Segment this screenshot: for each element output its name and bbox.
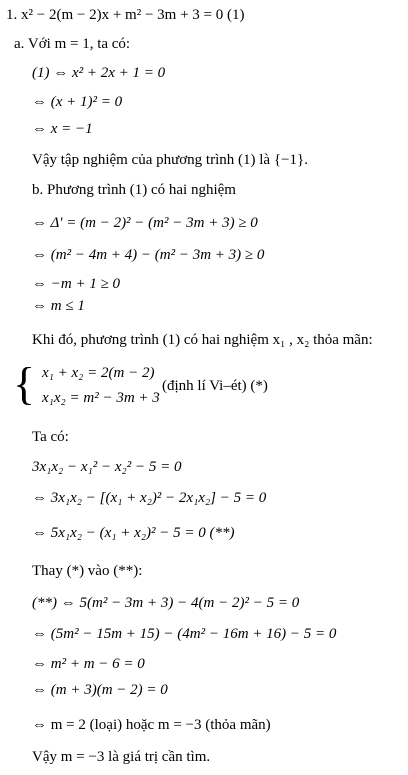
math-line: ⇔ (5m² − 15m + 15) − (4m² − 16m + 16) − 5 = 0 bbox=[32, 626, 337, 642]
vieta-sum-equation: x₁ + x₂ = 2(m − 2) bbox=[42, 365, 155, 381]
substitution-label: Thay (*) vào (**): bbox=[32, 563, 143, 579]
math-line: ⇔ m² + m − 6 = 0 bbox=[32, 656, 145, 672]
problem-equation: 1. x² − 2(m − 2)x + m² − 3m + 3 = 0 (1) bbox=[6, 7, 245, 23]
vieta-product-equation: x₁x₂ = m² − 3m + 3 bbox=[42, 390, 160, 406]
math-line: ⇔ x = −1 bbox=[32, 121, 93, 137]
math-line: 3x₁x₂ − x₁² − x₂² − 5 = 0 bbox=[32, 459, 182, 475]
ta-co-label: Ta có: bbox=[32, 429, 69, 445]
math-line: ⇔ (x + 1)² = 0 bbox=[32, 94, 123, 110]
math-line: ⇔ Δ' = (m − 2)² − (m² − 3m + 3) ≥ 0 bbox=[32, 215, 258, 231]
math-line: ⇔ (m + 3)(m − 2) = 0 bbox=[32, 682, 168, 698]
math-line: (**) ⇔ 5(m² − 3m + 3) − 4(m − 2)² − 5 = 0 bbox=[32, 595, 300, 611]
part-b-heading: b. Phương trình (1) có hai nghiệm bbox=[32, 182, 236, 198]
final-conclusion: Vậy m = −3 là giá trị cần tìm. bbox=[32, 749, 211, 765]
part-a-conclusion: Vậy tập nghiệm của phương trình (1) là {−1}. bbox=[32, 152, 308, 168]
math-line: ⇔ 3x₁x₂ − [(x₁ + x₂)² − 2x₁x₂] − 5 = 0 bbox=[32, 490, 267, 506]
solution-result: ⇔ m = 2 (loại) hoặc m = −3 (thỏa mãn) bbox=[32, 717, 271, 733]
math-line: ⇔ (m² − 4m + 4) − (m² − 3m + 3) ≥ 0 bbox=[32, 247, 265, 263]
math-line: (1) ⇔ x² + 2x + 1 = 0 bbox=[32, 65, 166, 81]
math-line: ⇔ 5x₁x₂ − (x₁ + x₂)² − 5 = 0 (**) bbox=[32, 525, 235, 541]
vieta-label: (định lí Vi–ét) (*) bbox=[162, 378, 268, 394]
part-a-heading: a. Với m = 1, ta có: bbox=[14, 36, 131, 52]
vieta-intro: Khi đó, phương trình (1) có hai nghiệm x₁ , x₂ thỏa mãn: bbox=[32, 332, 373, 348]
math-line: ⇔ m ≤ 1 bbox=[32, 298, 85, 314]
math-line: ⇔ −m + 1 ≥ 0 bbox=[32, 276, 121, 292]
system-brace: { bbox=[13, 358, 36, 409]
